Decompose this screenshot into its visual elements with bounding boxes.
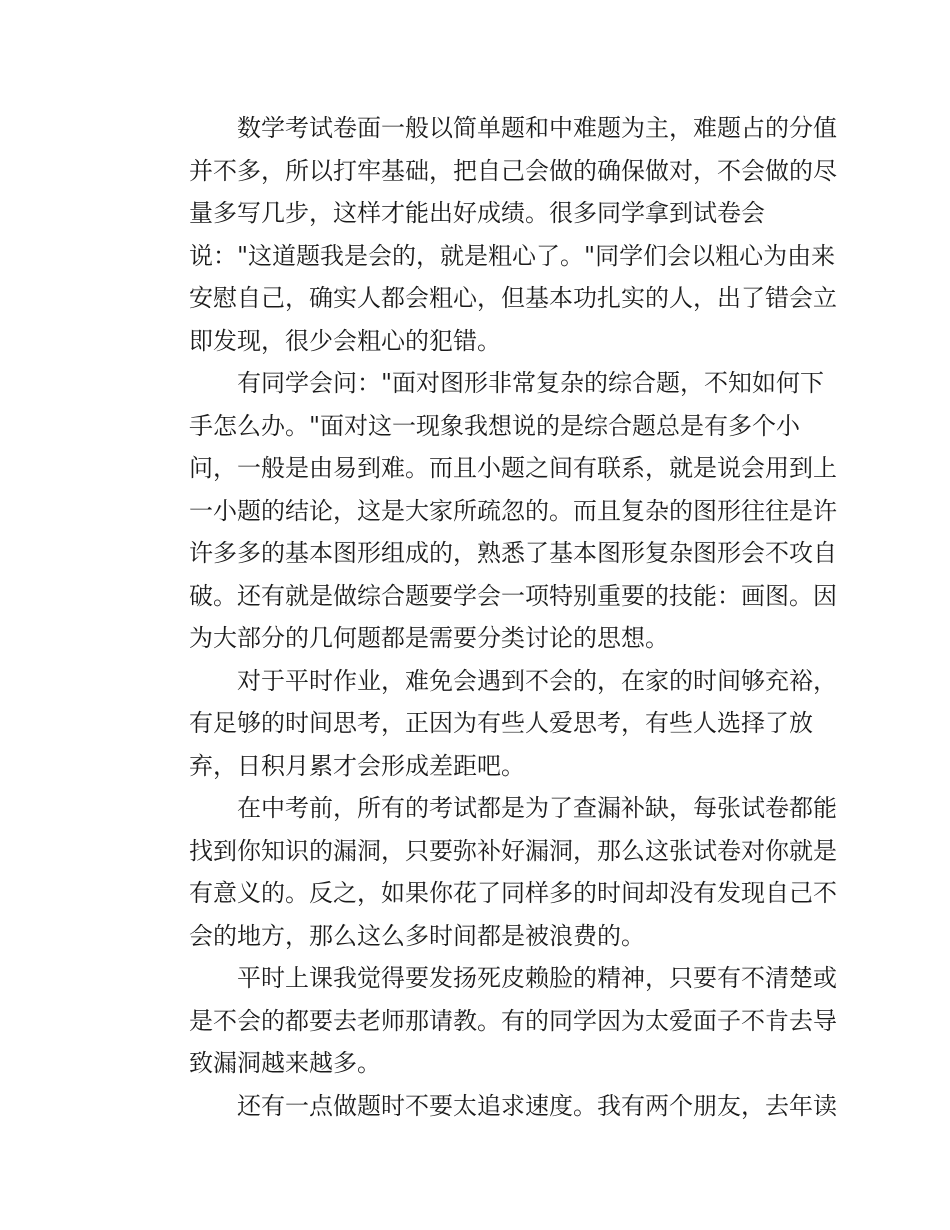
text-line: 对于平时作业，难免会遇到不会的，在家的时间够充裕， — [237, 666, 837, 695]
text-line: 有足够的时间思考，正因为有些人爱思考，有些人选择了放 — [189, 709, 813, 737]
text-line: 破。还有就是做综合题要学会一项特别重要的技能：画图。因 — [189, 581, 837, 610]
text-line: 量多写几步，这样才能出好成绩。很多同学拿到试卷会 — [189, 199, 765, 227]
text-line: 还有一点做题时不要太追求速度。我有两个朋友，去年读 — [237, 1091, 837, 1120]
paragraph-4 — [141, 787, 837, 957]
text-line: 数学考试卷面一般以简单题和中难题为主，难题占的分值 — [237, 114, 837, 142]
text-line: 一小题的结论，这是大家所疏忽的。而且复杂的图形往往是许 — [189, 496, 837, 525]
text-line: 有同学会问："面对图形非常复杂的综合题，不知如何下 — [237, 369, 825, 397]
paragraph-2 — [141, 362, 837, 660]
paragraph-5 — [141, 957, 837, 1085]
text-line: 在中考前，所有的考试都是为了查漏补缺，每张试卷都能 — [237, 794, 837, 822]
text-line: 安慰自己，确实人都会粗心，但基本功扎实的人，出了错会立 — [189, 284, 837, 312]
text-line: 弃，日积月累才会形成差距吧。 — [189, 751, 525, 780]
text-line: 即发现，很少会粗心的犯错。 — [189, 326, 501, 355]
text-line: 平时上课我觉得要发扬死皮赖脸的精神，只要有不清楚或 — [237, 964, 837, 992]
text-line: 问，一般是由易到难。而且小题之间有联系，就是说会用到上 — [189, 454, 837, 482]
text-line: 并不多，所以打牢基础，把自己会做的确保做对，不会做的尽 — [189, 156, 837, 185]
text-line: 说："这道题我是会的，就是粗心了。"同学们会以粗心为由来 — [189, 241, 836, 270]
document-body — [141, 107, 837, 1127]
text-line: 为大部分的几何题都是需要分类讨论的思想。 — [189, 624, 669, 652]
text-line: 致漏洞越来越多。 — [189, 1049, 381, 1077]
text-line: 是不会的都要去老师那请教。有的同学因为太爱面子不肯去导 — [189, 1006, 837, 1035]
text-line: 许多多的基本图形组成的，熟悉了基本图形复杂图形会不攻自 — [189, 539, 837, 567]
text-line: 会的地方，那么这么多时间都是被浪费的。 — [189, 921, 645, 950]
text-line: 有意义的。反之，如果你花了同样多的时间却没有发现自己不 — [189, 879, 837, 907]
text-line: 找到你知识的漏洞，只要弥补好漏洞，那么这张试卷对你就是 — [189, 836, 837, 865]
text-line: 手怎么办。"面对这一现象我想说的是综合题总是有多个小 — [189, 411, 801, 440]
paragraph-1 — [141, 107, 837, 362]
paragraph-3 — [141, 660, 837, 788]
paragraph-6 — [141, 1085, 837, 1128]
